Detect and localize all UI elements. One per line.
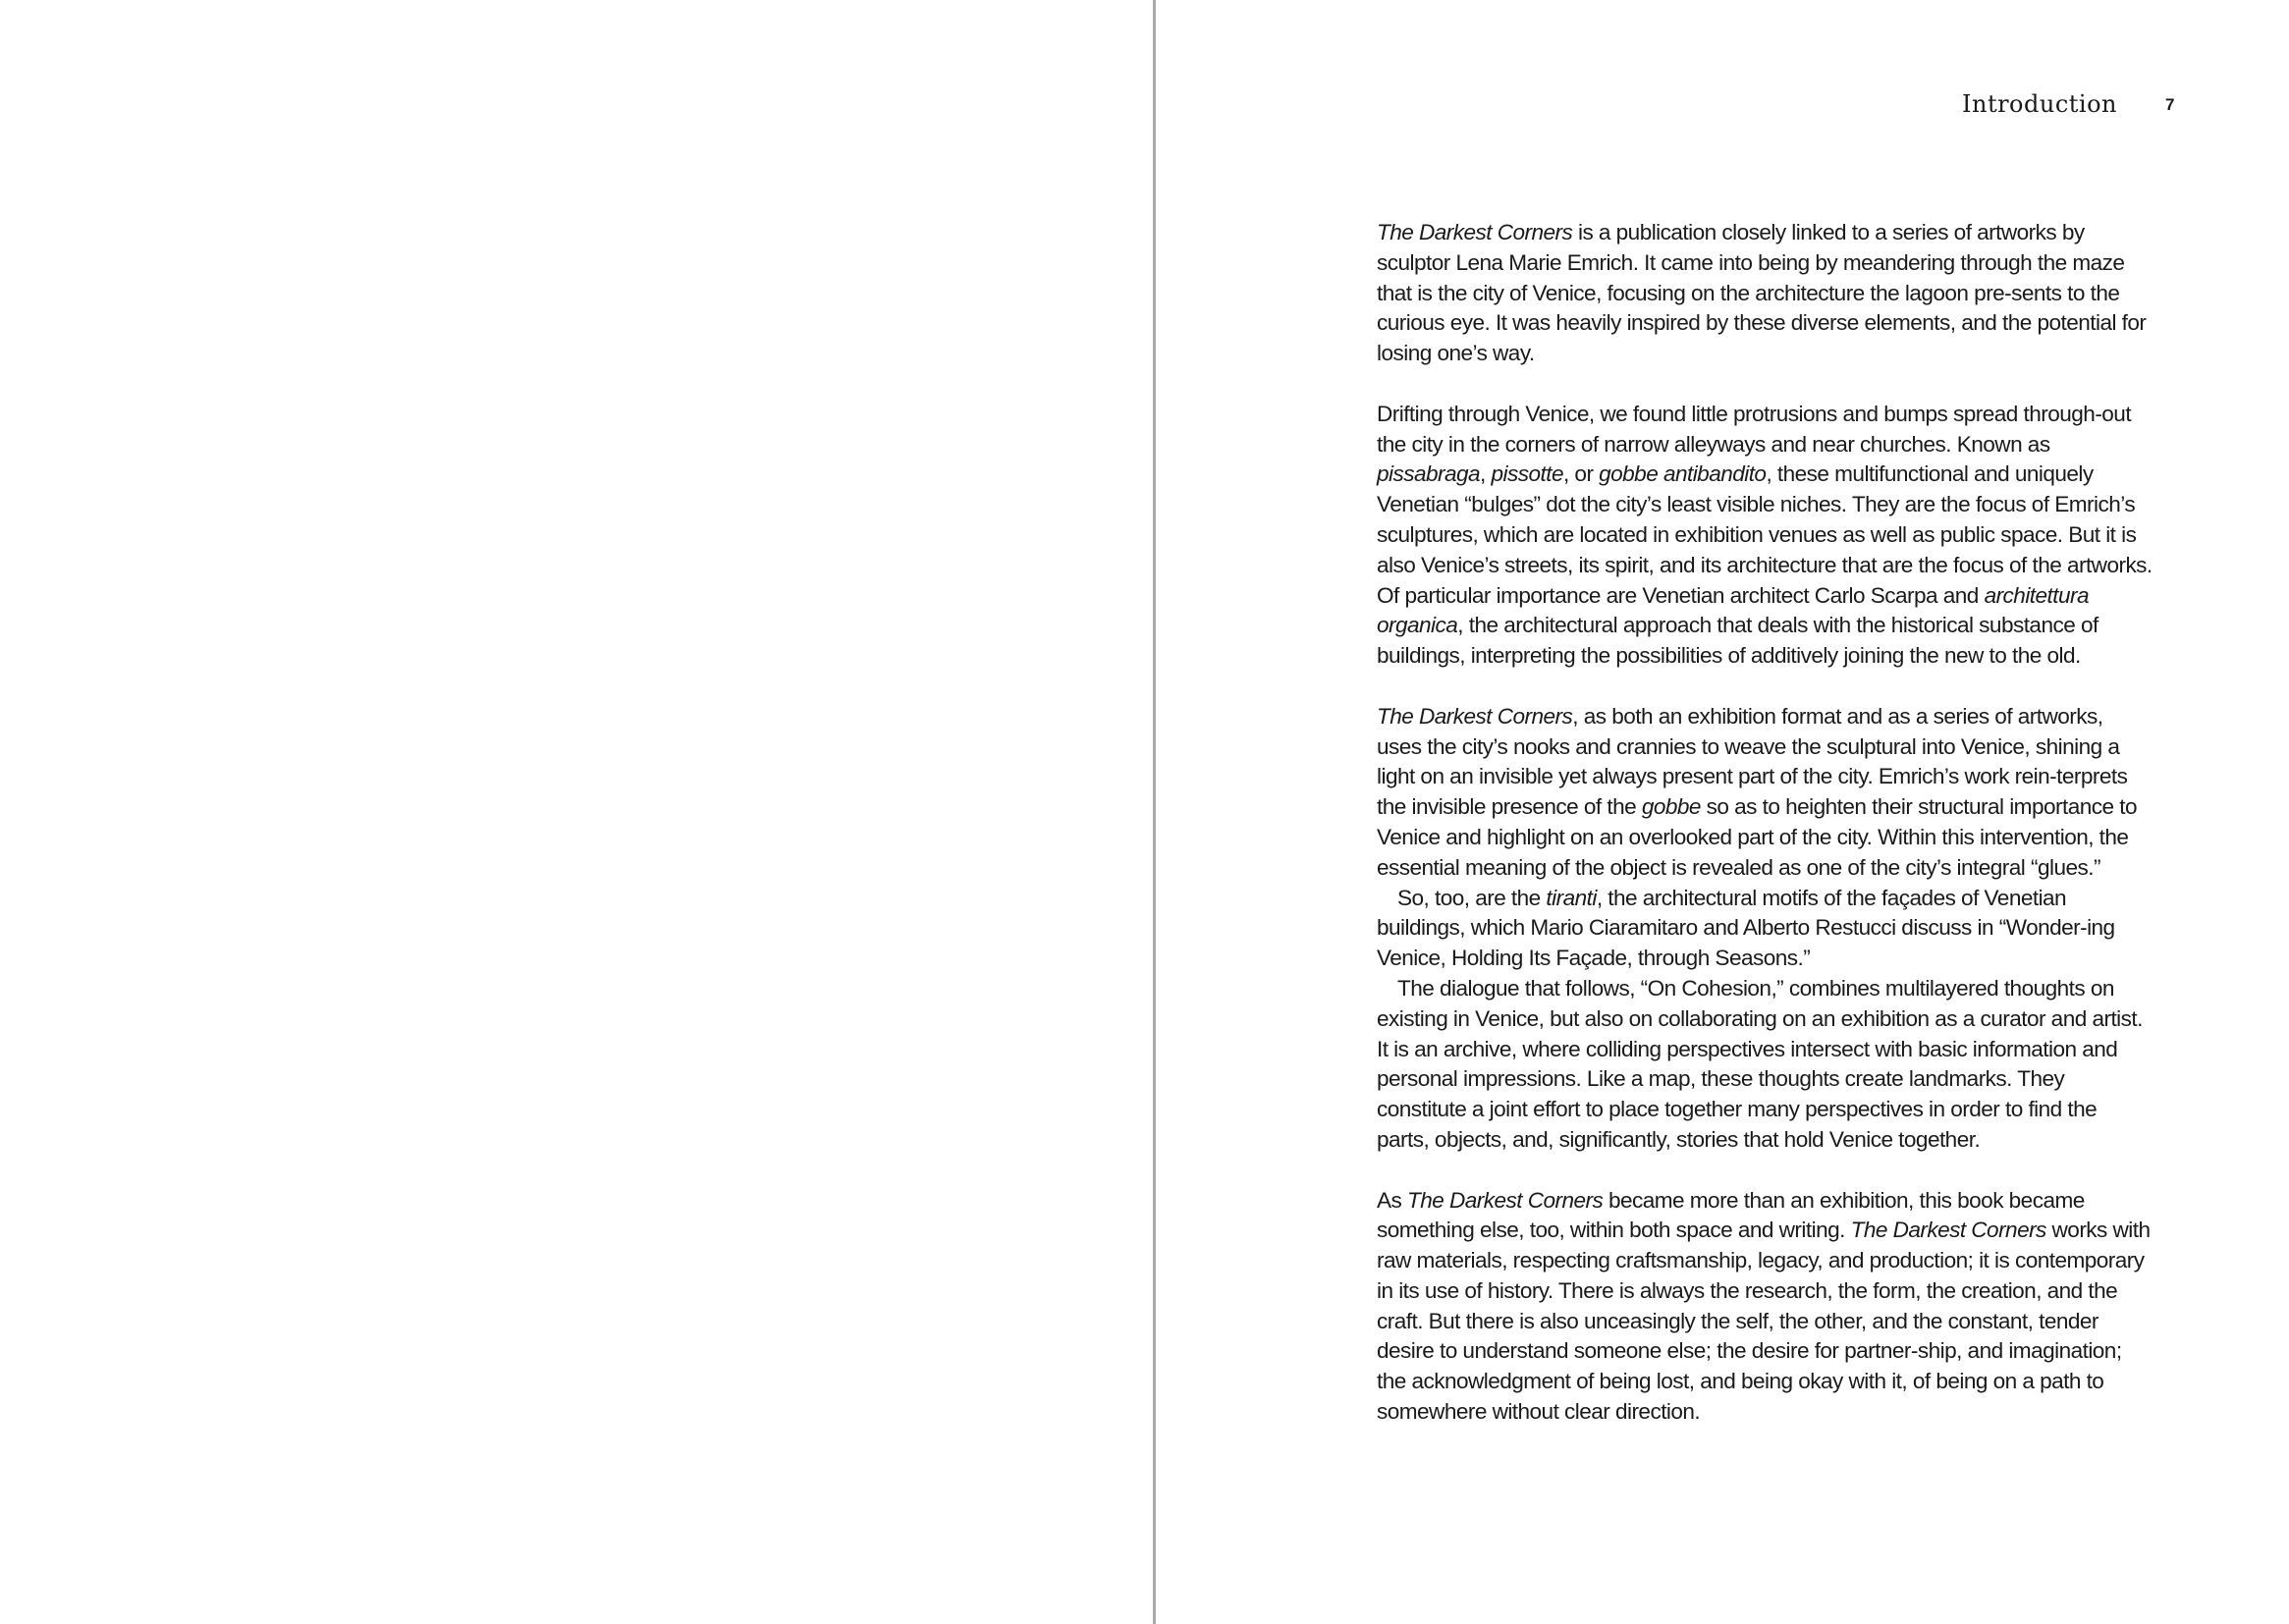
right-page xyxy=(1156,0,2289,1624)
text-run: became more than an exhibition, this book became something else, too, within both space and writing. xyxy=(1377,1187,2085,1243)
text-run: , the architectural approach that deals with the historical substance of buildings, interpreting the possibilities of additively joining the new to the old. xyxy=(1377,613,2098,669)
body-text xyxy=(1377,218,2153,1428)
text-run: works with raw materials, respecting craftsmanship, legacy, and production; it is contemporary in its use of history. There is always the research, the form, the creation, and the craft. But there is also unceasingly the self, the other, and the constant, tender desire to understand someone else; the desire for partner-ship, and imagination; the acknowledgment of being lost, and being okay with it, of being on a path to somewhere without clear direction. xyxy=(1377,1218,2151,1425)
italic-phrase: gobbe antibandito xyxy=(1599,461,1767,487)
page-number: 7 xyxy=(2165,95,2175,114)
paragraph-drifting xyxy=(1377,400,2153,672)
italic-phrase: The Darkest Corners xyxy=(1850,1218,2046,1243)
paragraph-intro xyxy=(1377,218,2153,369)
italic-phrase: architettura organica xyxy=(1377,582,2089,638)
text-run: so as to heighten their structural importance to Venice and highlight on an overlooked part of the city. Within this intervention, the essential meaning of the object is revealed as one of the city’s integral “glues.” xyxy=(1377,794,2137,880)
text-run: , as both an exhibition format and as a series of artworks, uses the city’s nooks and crannies to weave the sculptural into Venice, shining a light on an invisible yet always present part of the city. Emrich’s work rein-terprets the invisible presence of the xyxy=(1377,703,2128,820)
paragraph-conclusion xyxy=(1377,1186,2153,1428)
text-run: The dialogue that follows, “On Cohesion,” combines multilayered thoughts on existing in Venice, but also on collaborating on an exhibition as a curator and artist. It is an archive, where colliding perspectives intersect with basic information and personal impressions. Like a map, these thoughts create landmarks. They constitute a joint effort to place together many perspectives in order to find the parts, objects, and, significantly, stories that hold Venice together. xyxy=(1377,975,2143,1152)
italic-phrase: The Darkest Corners xyxy=(1407,1187,1604,1213)
text-run: As xyxy=(1377,1187,1407,1213)
text-run: , the architectural motifs of the façades of Venetian buildings, which Mario Ciaramitaro and Alberto Restucci discuss in “Wonder-ing Venice, Holding Its Façade, through Seasons.” xyxy=(1377,885,2115,971)
paragraph-dialogue xyxy=(1377,974,2153,1156)
text-run: , or xyxy=(1562,461,1600,487)
italic-phrase: The Darkest Corners xyxy=(1377,220,1573,244)
paragraph-exhibition-format xyxy=(1377,702,2153,884)
text-run: , xyxy=(1480,461,1492,487)
italic-phrase: The Darkest Corners xyxy=(1377,703,1573,729)
text-run: So, too, are the xyxy=(1397,885,1547,910)
text-run: is a publication closely linked to a series of artworks by sculptor Lena Marie Emrich. It came into being by meandering through the maze that is the city of Venice, focusing on the architecture the lagoon pre-sents to the curious eye. It was heavily inspired by these diverse elements, and the potential for losing one’s way. xyxy=(1377,220,2147,366)
text-run: , these multifunctional and uniquely Venetian “bulges” dot the city’s least visible niches. They are the focus of Emrich’s sculptures, which are located in exhibition venues as well as public space. But it is also Venice’s streets, its spirit, and its architecture that are the focus of the artworks. Of particular importance are Venetian architect Carlo Scarpa and xyxy=(1377,461,2153,608)
text-run: Drifting through Venice, we found little protrusions and bumps spread through-out the city in the corners of narrow alleyways and near churches. Known as xyxy=(1377,401,2132,457)
italic-phrase: tiranti xyxy=(1546,885,1597,910)
italic-phrase: gobbe xyxy=(1641,794,1701,820)
paragraph-tiranti xyxy=(1377,884,2153,974)
italic-phrase: pissabraga xyxy=(1377,461,1481,487)
italic-phrase: pissotte xyxy=(1491,461,1563,487)
running-title: Introduction xyxy=(1962,90,2117,118)
